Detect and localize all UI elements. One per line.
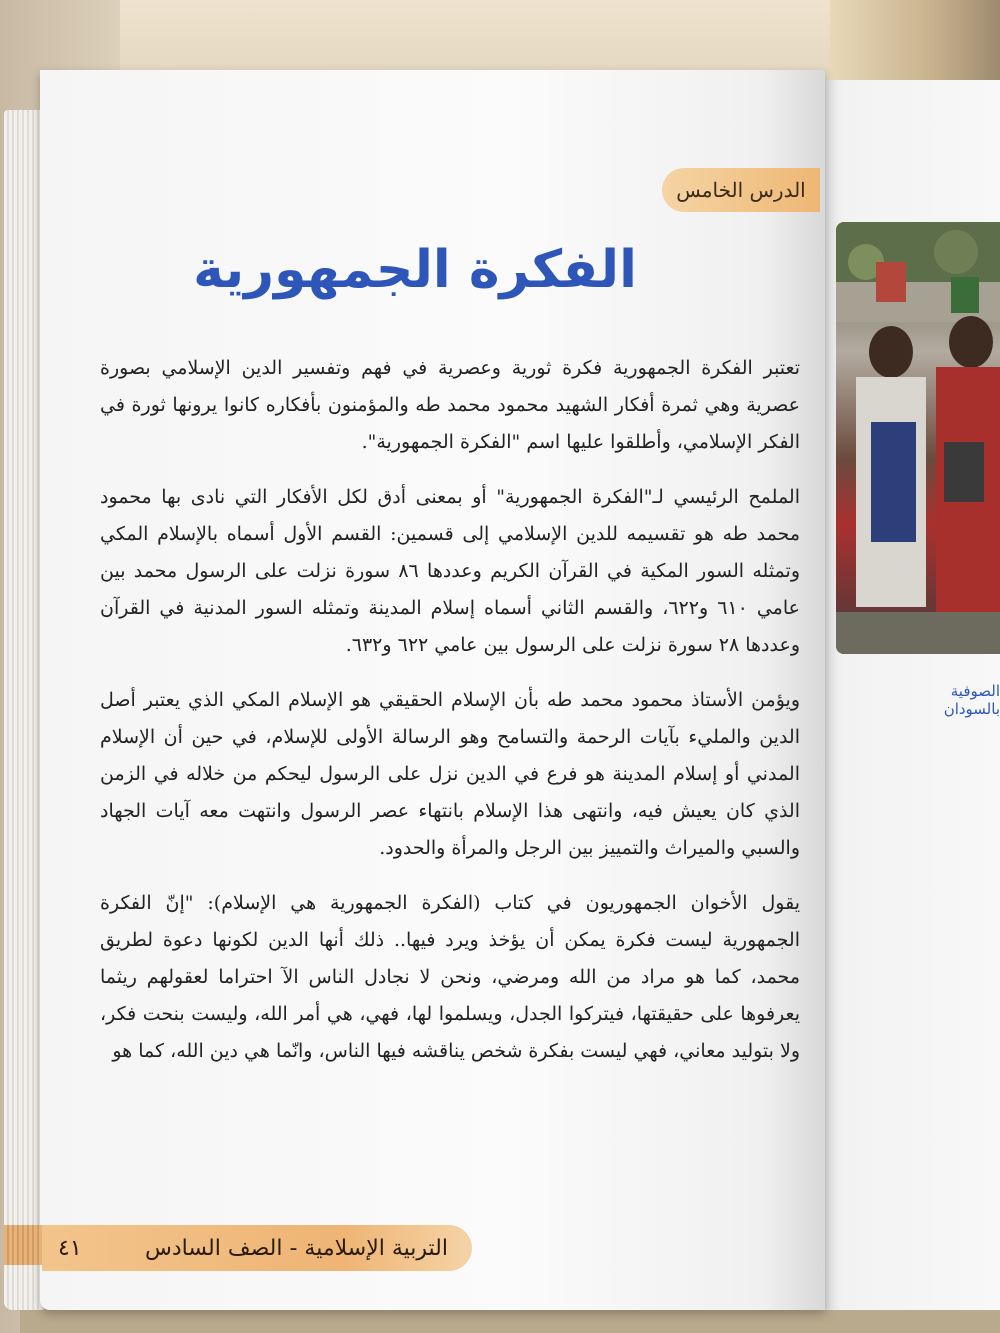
paragraph-4: يقول الأخوان الجمهوريون في كتاب (الفكرة الجمهورية هي الإسلام): "إنّ الفكرة الجمهورية ليست فكرة يمكن أن يؤخذ ويرد فيها.. ذلك أنها الدين لكونها دعوة لطريق محمد، كما هو مراد من الله ومرضي، ونحن لا نجادل الناس الآ احتراما لعقولهم ريثما يعرفوها على حقيقتها، فيتركوا الجدل، ويسلموا لها، فهي، هي أمر الله، وليست بنحت فكر، ولا بتوليد معاني، فهي ليست بفكرة شخص يناقشه فيها الناس، وانّما هي دين الله، كما هو bbox=[100, 892, 800, 1062]
page-stack-band bbox=[4, 1225, 46, 1265]
course-title: التربية الإسلامية - الصف السادس bbox=[145, 1235, 448, 1261]
page-stack-edge bbox=[4, 110, 44, 1310]
paragraph-1: تعتبر الفكرة الجمهورية فكرة ثورية وعصرية في فهم وتفسير الدين الإسلامي بصورة عصرية وهي ثمرة أفكار الشهيد محمود محمد طه والمؤمنون بأفكاره كانوا يرونها ثورة في الفكر الإسلامي، وأطلقوا عليها اسم "الفكرة الجمهورية". bbox=[100, 357, 800, 453]
page-number: ٤١ bbox=[58, 1235, 82, 1261]
page-footer bbox=[42, 1225, 472, 1271]
sufi-photo bbox=[836, 222, 1000, 654]
page-title: الفكرة الجمهورية bbox=[193, 240, 637, 300]
paragraph-2: الملمح الرئيسي لـ"الفكرة الجمهورية" أو بمعنى أدق لكل الأفكار التي نادى بها محمود محمد طه هو تقسيمه للدين الإسلامي إلى قسمين: القسم الأول أسماه بالإسلام المكي وتمثله السور المكية في القرآن الكريم وعددها ٨٦ سورة نزلت على الرسول محمد بين عامي ٦١٠ و٦٢٢، والقسم الثاني أسماه إسلام المدينة وتمثله السور المدنية في القرآن وعددها ٢٨ سورة نزلت على الرسول بين عامي ٦٢٢ و٦٣٢. bbox=[100, 486, 800, 656]
body-text bbox=[100, 350, 800, 1088]
lesson-label-tab bbox=[662, 168, 820, 212]
lesson-label: الدرس الخامس bbox=[676, 178, 806, 202]
paragraph-3: ويؤمن الأستاذ محمود محمد طه بأن الإسلام الحقيقي هو الإسلام المكي الذي يعتبر أصل الدين والمليء بآيات الرحمة والتسامح وهو الرسالة الأولى للإسلام، في حين أن الإسلام المدني أو إسلام المدينة هو فرع في الدين نزل على الرسول ليحكم من خلاله في الزمن الذي كان يعيش فيه، وانتهى هذا الإسلام بانتهاء عصر الرسول وانتهت معه آيات الجهاد والسبي والميراث والتمييز بين الرجل والمرأة والحدود. bbox=[100, 689, 800, 859]
photo-caption: الصوفية بالسودان bbox=[943, 682, 1000, 718]
